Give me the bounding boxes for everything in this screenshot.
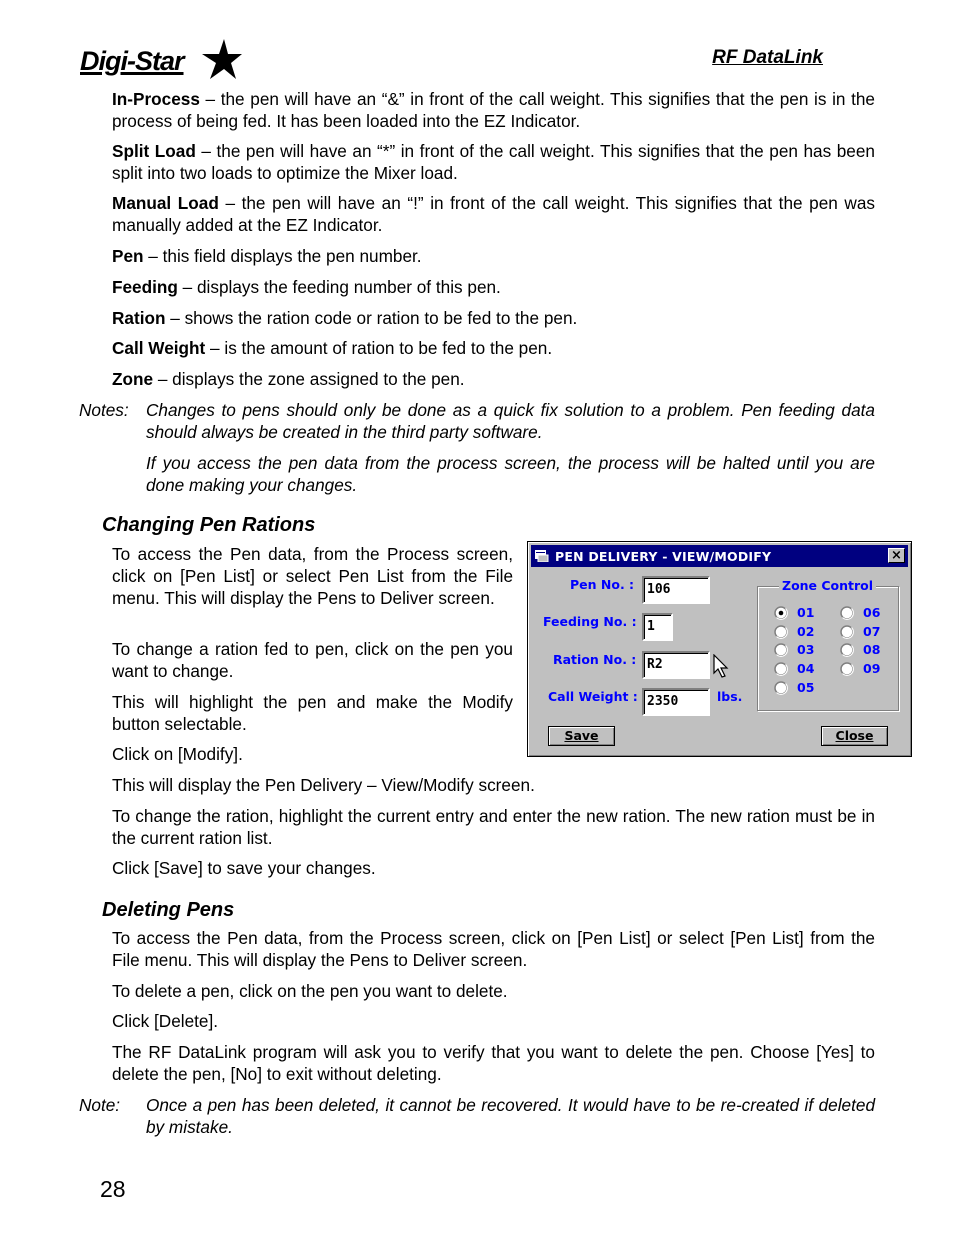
notes-text-2: If you access the pen data from the process screen, the process will be halted until you are done making your changes. (146, 453, 875, 495)
definition-split-load: Split Load – the pen will have an “*” in front of the call weight. This signifies that the pen has been split into two loads to optimize the Mixer load. (112, 141, 875, 183)
pen-no-field[interactable]: 106 (642, 576, 710, 604)
zone-radio-04[interactable] (774, 662, 788, 676)
section1-paragraph-2: To change a ration fed to pen, click on the pen you want to change. (112, 639, 513, 681)
call-weight-label: Call Weight : (548, 689, 638, 704)
zone-radio-05[interactable] (774, 681, 788, 695)
save-button[interactable]: Save (548, 726, 615, 746)
definition-feeding: Feeding – displays the feeding number of this pen. (112, 277, 501, 297)
definition-in-process: In-Process – the pen will have an “&” in front of the call weight. This signifies that the pen is in the process of being fed. It has been loaded into the EZ Indicator. (112, 89, 875, 131)
call-weight-field[interactable]: 2350 (642, 688, 710, 716)
zone-radio-09[interactable] (840, 662, 854, 676)
zone-label-09: 09 (863, 661, 881, 676)
zone-label-01: 01 (797, 605, 815, 620)
notes-text-1: Changes to pens should only be done as a quick fix solution to a problem. Pen feeding data should always be created in the third party software. (146, 400, 875, 442)
section2-paragraph-1: To access the Pen data, from the Process screen, click on [Pen List] or select [Pen List] from the File menu. This will display the Pens to Deliver screen. (112, 928, 875, 970)
section2-paragraph-4: The RF DataLink program will ask you to verify that you want to delete the pen. Choose [Yes] to delete the pen, [No] to exit without deleting. (112, 1042, 875, 1084)
page-number: 28 (100, 1176, 126, 1202)
close-button[interactable]: Close (821, 726, 888, 746)
close-icon[interactable]: × (888, 548, 905, 563)
zone-label-02: 02 (797, 624, 815, 639)
definition-pen: Pen – this field displays the pen number. (112, 246, 422, 266)
pen-no-label: Pen No. : (570, 577, 635, 592)
zone-label-06: 06 (863, 605, 881, 620)
digi-star-logo (80, 38, 250, 82)
section1-paragraph-1: To access the Pen data, from the Process screen, click on [Pen List] or select Pen List from the File menu. This will display the Pens to Deliver screen. (112, 544, 513, 608)
window-app-icon (535, 549, 549, 562)
dialog-titlebar (531, 545, 908, 567)
section1-paragraph-6: To change the ration, highlight the current entry and enter the new ration. The new ration must be in the current ration list. (112, 806, 875, 848)
ration-no-label: Ration No. : (553, 652, 637, 667)
section1-paragraph-5: This will display the Pen Delivery – View/Modify screen. (112, 775, 535, 795)
header-title: RF DataLink (712, 47, 823, 68)
star-icon (198, 38, 242, 80)
zone-radio-01[interactable] (774, 606, 788, 620)
zone-label-04: 04 (797, 661, 815, 676)
ration-no-field[interactable]: R2 (642, 651, 710, 679)
zone-radio-02[interactable] (774, 625, 788, 639)
feeding-no-field[interactable]: 1 (642, 613, 673, 641)
zone-radio-06[interactable] (840, 606, 854, 620)
section-heading-changing-pen-rations: Changing Pen Rations (102, 514, 316, 536)
zone-label-05: 05 (797, 680, 815, 695)
zone-radio-07[interactable] (840, 625, 854, 639)
definition-manual-load: Manual Load – the pen will have an “!” in front of the call weight. This signifies that the pen was manually added at the EZ Indicator. (112, 193, 875, 235)
section-heading-deleting-pens: Deleting Pens (102, 899, 235, 921)
definition-ration: Ration – shows the ration code or ration to be fed to the pen. (112, 308, 578, 328)
zone-control-title: Zone Control (779, 578, 876, 593)
note-label: Note: (79, 1095, 121, 1115)
note-text: Once a pen has been deleted, it cannot be recovered. It would have to be re-created if deleted by mistake. (146, 1095, 875, 1137)
dialog-title: PEN DELIVERY - VIEW/MODIFY (555, 549, 772, 564)
zone-label-07: 07 (863, 624, 881, 639)
zone-radio-03[interactable] (774, 643, 788, 657)
definition-call-weight: Call Weight – is the amount of ration to be fed to the pen. (112, 338, 553, 358)
mouse-pointer-icon (713, 654, 729, 678)
section1-paragraph-3: This will highlight the pen and make the Modify button selectable. (112, 692, 513, 734)
zone-label-08: 08 (863, 642, 881, 657)
section2-paragraph-3: Click [Delete]. (112, 1011, 219, 1031)
section2-paragraph-2: To delete a pen, click on the pen you want to delete. (112, 981, 508, 1001)
section1-paragraph-7: Click [Save] to save your changes. (112, 858, 376, 878)
zone-label-03: 03 (797, 642, 815, 657)
section1-paragraph-4: Click on [Modify]. (112, 744, 243, 764)
definition-zone: Zone – displays the zone assigned to the pen. (112, 369, 465, 389)
logo-text: Digi-Star (80, 46, 184, 76)
zone-radio-08[interactable] (840, 643, 854, 657)
notes-label: Notes: (79, 400, 129, 420)
lbs-unit-label: lbs. (717, 689, 743, 704)
feeding-no-label: Feeding No. : (543, 614, 637, 629)
